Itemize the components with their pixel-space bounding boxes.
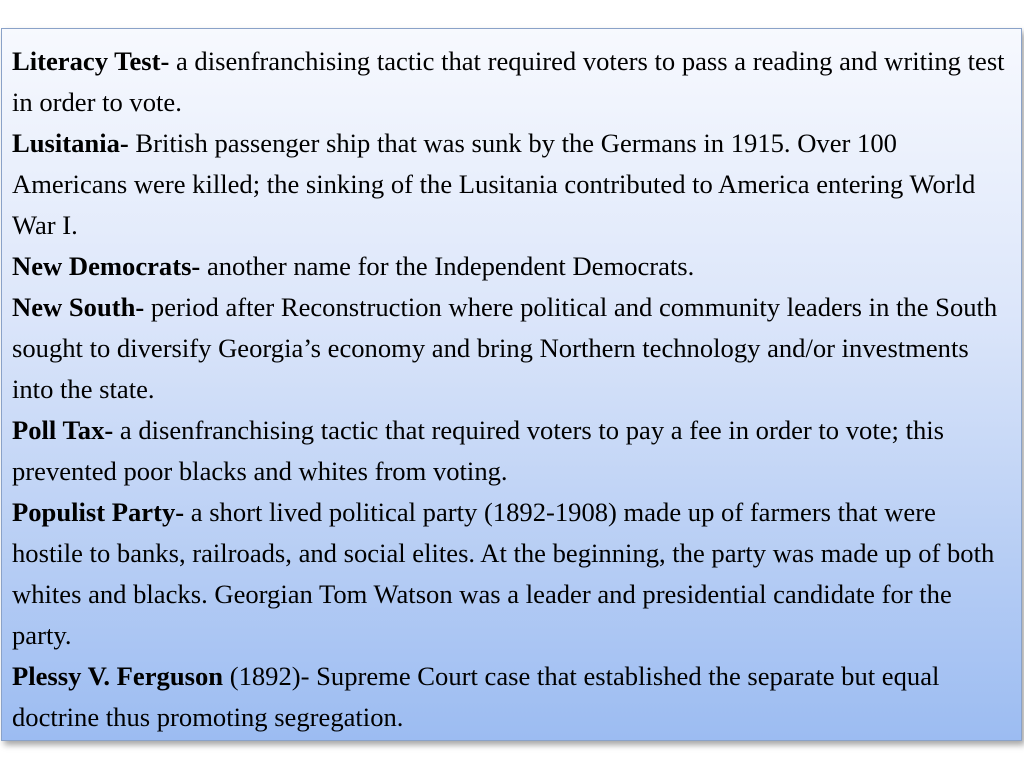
term-definition: (1892)- Supreme Court case that established the separate but equal doctrine thus promoting segregation. (12, 661, 940, 732)
glossary-entry-literacy-test (12, 41, 1011, 123)
glossary-textbox (1, 28, 1022, 741)
glossary-entry-poll-tax (12, 410, 1011, 492)
term-definition: another name for the Independent Democrats. (200, 251, 695, 281)
term-definition: a disenfranchising tactic that required voters to pay a fee in order to vote; this prevented poor blacks and whites from voting. (12, 415, 945, 486)
term-name: New South- (12, 292, 145, 322)
glossary-entry-populist-party (12, 492, 1011, 656)
glossary-entry-lusitania (12, 123, 1011, 246)
term-name: Populist Party- (12, 497, 185, 527)
term-name: Literacy Test- (12, 46, 170, 76)
term-definition: a disenfranchising tactic that required voters to pass a reading and writing test in order to vote. (12, 46, 1005, 117)
glossary-entry-new-democrats (12, 246, 1011, 287)
term-definition: period after Reconstruction where political and community leaders in the South sought to diversify Georgia’s economy and bring Northern technology and/or investments into the state. (12, 292, 998, 404)
term-name: Lusitania- (12, 128, 129, 158)
term-definition: British passenger ship that was sunk by the Germans in 1915. Over 100 Americans were killed; the sinking of the Lusitania contributed to America entering World War I. (12, 128, 976, 240)
glossary-entry-new-south (12, 287, 1011, 410)
term-name: Poll Tax- (12, 415, 114, 445)
term-name: New Democrats- (12, 251, 201, 281)
term-name: Plessy V. Ferguson (12, 661, 224, 691)
glossary-entry-plessy-v-ferguson (12, 656, 1011, 738)
term-definition: a short lived political party (1892-1908) made up of farmers that were hostile to banks, railroads, and social elites. At the beginning, the party was made up of both whites and blacks. Georgian Tom Watson was a leader and presidential candidate for the party. (12, 497, 995, 650)
